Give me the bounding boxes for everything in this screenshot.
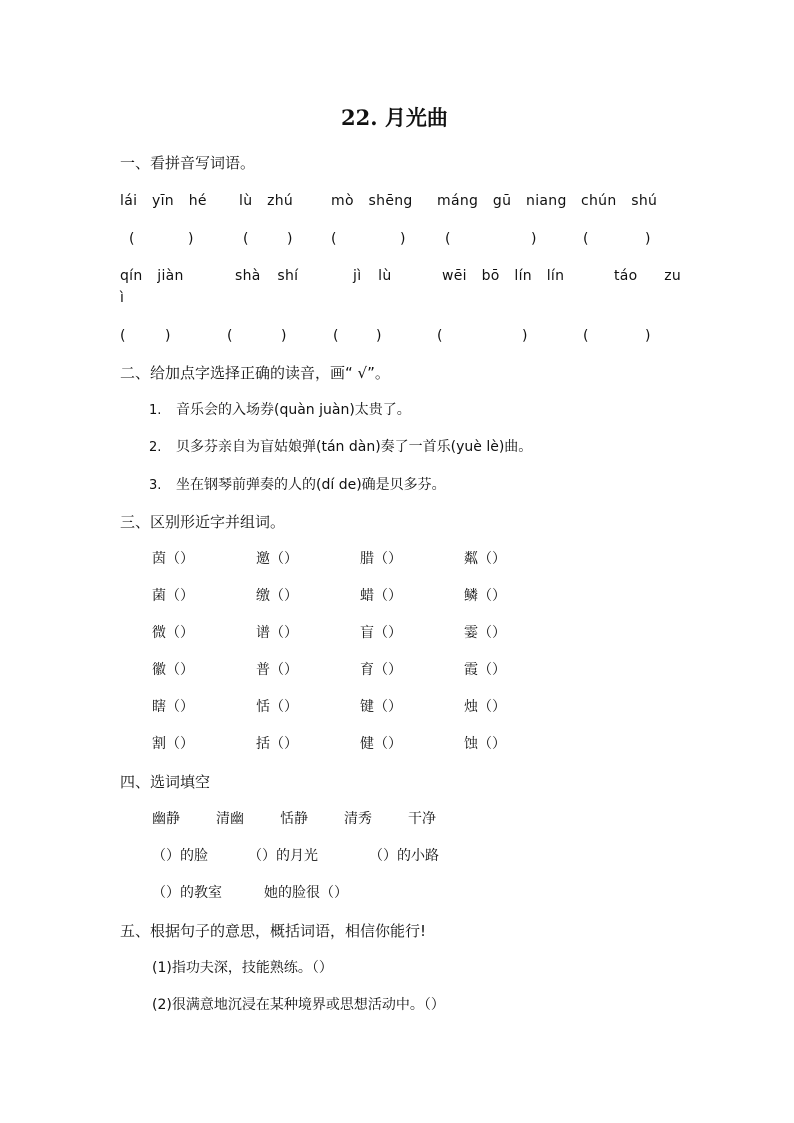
- section-5-heading: 五、根据句子的意思，概括词语，相信你能行!: [120, 922, 427, 940]
- question-number: 2.: [149, 440, 162, 455]
- pinyin-item: lái yīn hé: [120, 193, 207, 209]
- blank-close: ): [531, 231, 537, 247]
- section-4-heading: 四、选词填空: [120, 773, 211, 791]
- blank-open: (: [129, 231, 135, 247]
- pinyin-item: táo zu: [614, 268, 682, 284]
- fill-phrase: （）的脸: [152, 848, 208, 864]
- word-option: 恬静: [280, 811, 308, 827]
- word-option: 清幽: [216, 811, 244, 827]
- char-cell: 徽（）: [152, 662, 194, 678]
- pinyin-item: jì lù: [353, 268, 392, 284]
- section-1-heading: 一、看拼音写词语。: [120, 154, 256, 172]
- char-cell: 谱（）: [256, 625, 298, 641]
- blank-open: (: [333, 328, 339, 344]
- pinyin-item: máng gū niang: [437, 193, 567, 209]
- blank-close: ): [522, 328, 528, 344]
- pinyin-item: chún shú: [581, 193, 658, 209]
- blank-open: (: [583, 328, 589, 344]
- char-cell: 健（）: [360, 736, 402, 752]
- blank-open: (: [331, 231, 337, 247]
- blank-close: ): [165, 328, 171, 344]
- blank-open: (: [227, 328, 233, 344]
- section-2-heading: 二、给加点字选择正确的读音，画“ √”。: [120, 364, 390, 382]
- char-cell: 腊（）: [360, 551, 402, 567]
- pinyin-item: lù zhú: [239, 193, 294, 209]
- fill-phrase: （）的小路: [369, 848, 439, 864]
- fill-phrase: 她的脸很（）: [264, 885, 348, 901]
- word-option: 干净: [408, 811, 436, 827]
- blank-open: (: [243, 231, 249, 247]
- char-cell: 茵（）: [152, 551, 194, 567]
- question-text: 坐在钢琴前弹奏的人的(dí de)确是贝多芬。: [176, 477, 446, 493]
- char-cell: 括（）: [256, 736, 298, 752]
- question-text: 贝多芬亲自为盲姑娘弹(tán dàn)奏了一首乐(yuè lè)曲。: [176, 439, 533, 455]
- blank-close: ): [645, 328, 651, 344]
- word-option: 幽静: [152, 811, 180, 827]
- blank-close: ): [281, 328, 287, 344]
- question-number: 1.: [149, 403, 162, 418]
- char-cell: 育（）: [360, 662, 402, 678]
- pinyin-item: wēi bō lín lín: [442, 268, 565, 284]
- char-cell: 割（）: [152, 736, 194, 752]
- blank-close: ): [645, 231, 651, 247]
- char-cell: 菌（）: [152, 588, 194, 604]
- question-text: 音乐会的入场券(quàn juàn)太贵了。: [176, 402, 411, 418]
- char-cell: 蚀（）: [464, 736, 506, 752]
- pinyin-item: shà shí: [235, 268, 299, 284]
- blank-open: (: [583, 231, 589, 247]
- definition-item: (2)很满意地沉浸在某种境界或思想活动中。（）: [152, 997, 445, 1013]
- blank-close: ): [287, 231, 293, 247]
- char-cell: 恬（）: [256, 699, 298, 715]
- blank-open: (: [445, 231, 451, 247]
- char-cell: 瞎（）: [152, 699, 194, 715]
- definition-item: (1)指功夫深，技能熟练。（）: [152, 960, 333, 976]
- fill-phrase: （）的教室: [152, 885, 222, 901]
- blank-open: (: [120, 328, 126, 344]
- char-cell: 普（）: [256, 662, 298, 678]
- char-cell: 微（）: [152, 625, 194, 641]
- pinyin-item-wrap: ì: [120, 290, 125, 306]
- word-option: 清秀: [344, 811, 372, 827]
- pinyin-item: qín jiàn: [120, 268, 184, 284]
- char-cell: 键（）: [360, 699, 402, 715]
- blank-open: (: [437, 328, 443, 344]
- char-cell: 烛（）: [464, 699, 506, 715]
- char-cell: 缴（）: [256, 588, 298, 604]
- char-cell: 霞（）: [464, 662, 506, 678]
- blank-close: ): [400, 231, 406, 247]
- char-cell: 蜡（）: [360, 588, 402, 604]
- fill-phrase: （）的月光: [248, 848, 318, 864]
- char-cell: 盲（）: [360, 625, 402, 641]
- char-cell: 霎（）: [464, 625, 506, 641]
- section-3-heading: 三、区别形近字并组词。: [120, 513, 286, 531]
- blank-close: ): [376, 328, 382, 344]
- char-cell: 邀（）: [256, 551, 298, 567]
- pinyin-item: mò shēng: [331, 193, 413, 209]
- question-number: 3.: [149, 478, 162, 493]
- blank-close: ): [188, 231, 194, 247]
- page-title: 22. 月光曲: [341, 105, 448, 130]
- char-cell: 鳞（）: [464, 588, 506, 604]
- char-cell: 粼（）: [464, 551, 506, 567]
